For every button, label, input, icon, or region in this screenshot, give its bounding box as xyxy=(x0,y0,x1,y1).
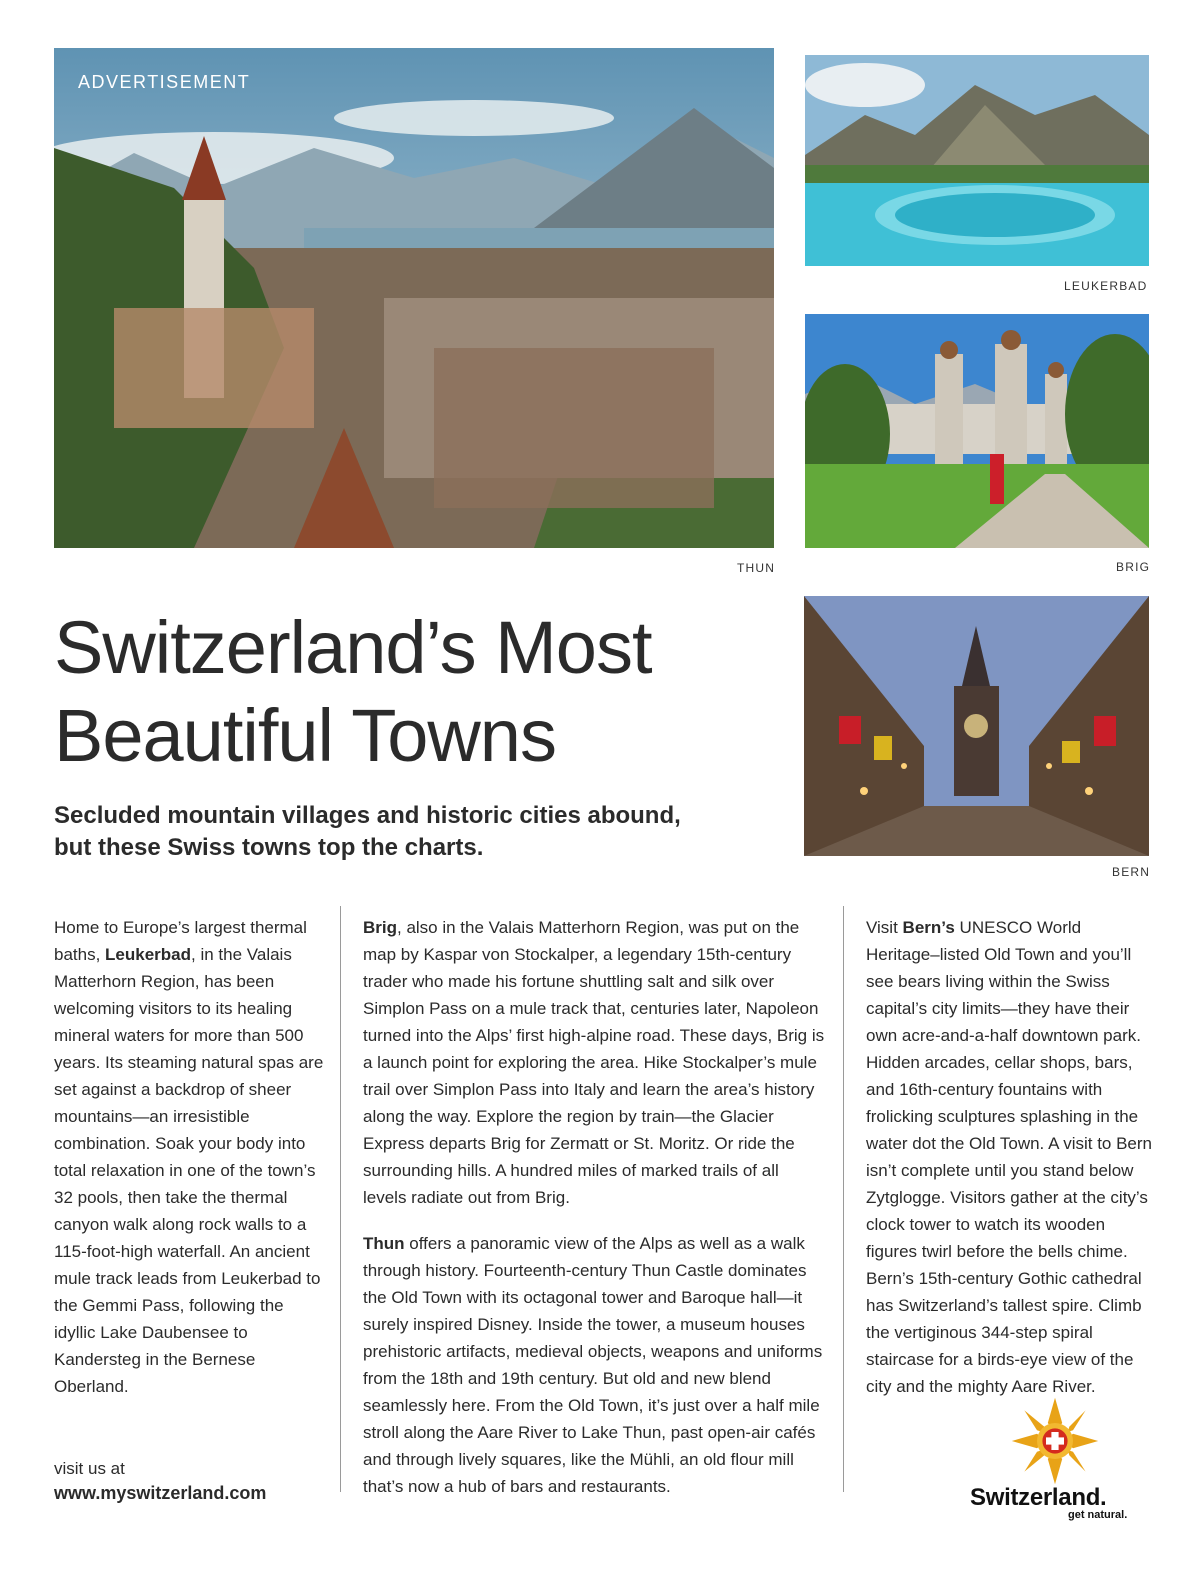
brig-caption: BRIG xyxy=(1116,560,1151,574)
thun-photo xyxy=(54,48,774,548)
bern-caption: BERN xyxy=(1112,865,1151,879)
leukerbad-paragraph xyxy=(54,914,324,1400)
website-link[interactable]: www.myswitzerland.com xyxy=(54,1483,267,1503)
switzerland-wordmark: Switzerland. xyxy=(970,1484,1107,1511)
leukerbad-caption: LEUKERBAD xyxy=(1064,279,1148,293)
title-line-2: Beautiful Towns xyxy=(54,694,556,777)
column-divider-1 xyxy=(340,906,341,1492)
paragraph-text: , also in the Valais Matterhorn Region, was put on the map by Kaspar von Stockalper, a legendary 15th-century trader who made his fortune shuttling salt and silk over Simplon Pass on a mule track that, centuries later, Napoleon turned into the Alps’ first high-alpine road. These days, Brig is a launch point for exploring the area. Hike Stockalper’s mule trail over Simplon Pass into Italy and learn the area’s history along the way. Explore the region by train—the Glacier Express departs Brig for Zermatt or St. Moritz. Or ride the surrounding hills. A hundred miles of marked trails of all levels radiate out from Brig. xyxy=(363,918,825,1207)
title-line-1: Switzerland’s Most xyxy=(54,606,652,689)
brig-paragraph xyxy=(363,914,825,1211)
town-name-leukerbad: Leukerbad xyxy=(105,945,192,964)
page-title xyxy=(54,604,774,780)
town-name-thun: Thun xyxy=(363,1234,405,1253)
advertisement-label: ADVERTISEMENT xyxy=(78,72,251,92)
brig-photo xyxy=(805,314,1149,548)
town-name-bern: Bern’s xyxy=(902,918,955,937)
visit-label: visit us at xyxy=(54,1459,125,1478)
logo-tagline: get natural. xyxy=(1068,1509,1128,1521)
bern-photo xyxy=(804,596,1149,856)
visit-block xyxy=(54,1456,266,1506)
paragraph-text: , in the Valais Matterhorn Region, has been welcoming visitors to its healing mineral waters for more than 500 years. Its steaming natural spas are set against a backdrop of sheer mountains—an irresistible combination. Soak your body into total relaxation in one of the town’s 32 pools, then take the thermal canyon walk along rock walls to a 115-foot-high waterfall. An ancient mule track leads from Leukerbad to the Gemmi Pass, following the idyllic Lake Daubensee to Kandersteg in the Bernese Oberland. xyxy=(54,945,324,1396)
subheadline: Secluded mountain villages and historic cities abound, but these Swiss towns top the charts. xyxy=(54,802,681,861)
paragraph-text: Home to Europe’s largest thermal baths, xyxy=(54,918,307,964)
thun-caption: THUN xyxy=(737,561,776,575)
bern-paragraph xyxy=(866,914,1156,1400)
paragraph-text: Visit xyxy=(866,918,903,937)
paragraph-text: UNESCO World Heritage–listed Old Town and you’ll see bears living within the Swiss capital’s city limits—they have their own acre-and-a-half downtown park. Hidden arcades, cellar shops, bars, and 16th-century fountains with frolicking sculptures splashing in the water dot the Old Town. A visit to Bern isn’t complete until you stand below Zytglogge. Visitors gather at the city’s clock tower to watch its wooden figures twirl before the bells chime. Bern’s 15th-century Gothic cathedral has Switzerland’s tallest spire. Climb the vertiginous 344-step spiral staircase for a birds-eye view of the city and the mighty Aare River. xyxy=(866,918,1153,1396)
thun-paragraph xyxy=(363,1230,825,1500)
article-column-1 xyxy=(54,914,324,1419)
paragraph-text: offers a panoramic view of the Alps as well as a walk through history. Fourteenth-century Thun Castle dominates the Old Town with its octagonal tower and Baroque hall—it surely inspired Disney. Inside the tower, a museum houses prehistoric artifacts, medieval objects, weapons and uniforms from the 18th and 19th century. But old and new blend seamlessly here. From the Old Town, it’s just over a half mile stroll along the Aare River to Lake Thun, past open-air cafés and through lively squares, like the Mühli, an old flour mill that’s now a hub of bars and restaurants. xyxy=(363,1234,823,1496)
swiss-star-logo-icon xyxy=(1010,1396,1100,1486)
article-column-2 xyxy=(363,914,825,1519)
article-column-3 xyxy=(866,914,1156,1419)
leukerbad-photo xyxy=(805,55,1149,266)
column-divider-2 xyxy=(843,906,844,1492)
town-name-brig: Brig xyxy=(363,918,397,937)
